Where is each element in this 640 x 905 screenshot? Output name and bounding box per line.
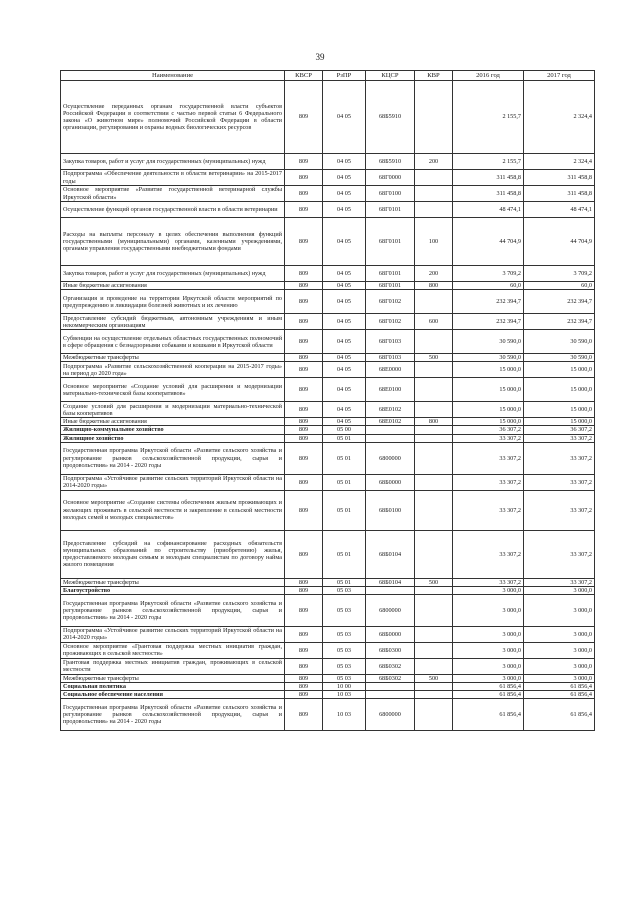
cell-kvr [415, 202, 453, 218]
cell-2016: 3 000,0 [453, 586, 524, 594]
cell-kcsr [366, 426, 415, 434]
cell-rzpr: 04 05 [323, 81, 366, 154]
cell-name: Подпрограмма «Устойчивое развитие сельских территорий Иркутской области на 2014-2020 годы» [61, 626, 285, 642]
cell-2017: 44 704,9 [524, 218, 595, 266]
cell-2016: 33 307,2 [453, 442, 524, 474]
cell-2016: 232 394,7 [453, 314, 524, 330]
cell-kvr: 800 [415, 418, 453, 426]
cell-kvsr: 809 [285, 474, 323, 490]
table-row [61, 490, 595, 530]
cell-rzpr: 04 05 [323, 402, 366, 418]
cell-kcsr: 68Е0102 [366, 418, 415, 426]
cell-kvr: 800 [415, 282, 453, 290]
cell-name: Закупка товаров, работ и услуг для государственных (муниципальных) нужд [61, 154, 285, 170]
cell-kvsr: 809 [285, 530, 323, 578]
cell-name: Жилищное хозяйство [61, 434, 285, 442]
cell-2017: 311 458,8 [524, 186, 595, 202]
cell-kvr: 500 [415, 354, 453, 362]
cell-rzpr: 04 05 [323, 202, 366, 218]
cell-kvr [415, 402, 453, 418]
cell-kvsr: 809 [285, 290, 323, 314]
cell-2016: 44 704,9 [453, 218, 524, 266]
cell-rzpr: 04 05 [323, 330, 366, 354]
cell-kcsr: 68Е0102 [366, 402, 415, 418]
cell-name: Осуществление функций органов государственной власти в области ветеринарии [61, 202, 285, 218]
cell-rzpr: 05 03 [323, 626, 366, 642]
table-row [61, 402, 595, 418]
cell-kvr [415, 474, 453, 490]
cell-2017: 3 709,2 [524, 266, 595, 282]
cell-name: Государственная программа Иркутской области «Развитие сельского хозяйства и регулирование рынков сельскохозяйственной продукции, сырья и продовольствия» на 2014 - 2020 годы [61, 594, 285, 626]
cell-rzpr: 04 05 [323, 354, 366, 362]
cell-name: Подпрограмма «Устойчивое развитие сельских территорий Иркутской области на 2014-2020 годы» [61, 474, 285, 490]
cell-2017: 61 856,4 [524, 683, 595, 691]
cell-kcsr: 68Г0102 [366, 290, 415, 314]
table-row [61, 186, 595, 202]
cell-name: Социальное обеспечение населения [61, 691, 285, 699]
cell-name: Закупка товаров, работ и услуг для государственных (муниципальных) нужд [61, 266, 285, 282]
cell-name: Иные бюджетные ассигнования [61, 418, 285, 426]
cell-2016: 3 000,0 [453, 594, 524, 626]
cell-2017: 61 856,4 [524, 691, 595, 699]
cell-name: Создание условий для расширения и модернизации материально-технической базы кооперативов [61, 402, 285, 418]
table-row [61, 202, 595, 218]
cell-kvr: 200 [415, 154, 453, 170]
cell-2017: 2 324,4 [524, 81, 595, 154]
cell-kvr: 100 [415, 218, 453, 266]
cell-rzpr: 10 03 [323, 691, 366, 699]
cell-kcsr [366, 683, 415, 691]
cell-kcsr [366, 586, 415, 594]
cell-kvr [415, 683, 453, 691]
cell-kcsr: 68Б0300 [366, 642, 415, 658]
cell-kvr [415, 530, 453, 578]
cell-kvsr: 809 [285, 674, 323, 682]
cell-rzpr: 05 01 [323, 530, 366, 578]
cell-kcsr: 68Б0104 [366, 530, 415, 578]
cell-kvsr: 809 [285, 314, 323, 330]
cell-kcsr: 68Г0103 [366, 330, 415, 354]
table-row [61, 474, 595, 490]
cell-2017: 15 000,0 [524, 402, 595, 418]
cell-2016: 3 000,0 [453, 626, 524, 642]
cell-kvr [415, 378, 453, 402]
cell-name: Иные бюджетные ассигнования [61, 282, 285, 290]
cell-name: Социальная политика [61, 683, 285, 691]
cell-rzpr: 05 03 [323, 586, 366, 594]
cell-2016: 15 000,0 [453, 418, 524, 426]
cell-kvr [415, 290, 453, 314]
cell-kvr [415, 490, 453, 530]
table-row [61, 586, 595, 594]
table-row [61, 218, 595, 266]
cell-2017: 33 307,2 [524, 442, 595, 474]
cell-kvr [415, 642, 453, 658]
cell-2017: 2 324,4 [524, 154, 595, 170]
cell-2016: 61 856,4 [453, 691, 524, 699]
cell-2017: 30 590,0 [524, 354, 595, 362]
table-row [61, 426, 595, 434]
table-body [61, 81, 595, 731]
cell-kvr [415, 442, 453, 474]
cell-2016: 33 307,2 [453, 490, 524, 530]
cell-name: Предоставление субсидий на софинансирование расходных обязательств муниципальных образований по строительству (приобретению) жилья, предоставляемого молодым семьям и молодым специалистам по договору найма жилого помещения [61, 530, 285, 578]
cell-kcsr: 68Б0000 [366, 474, 415, 490]
cell-rzpr: 05 01 [323, 442, 366, 474]
cell-rzpr: 04 05 [323, 186, 366, 202]
cell-kvr [415, 586, 453, 594]
table-header-row [61, 71, 595, 81]
cell-name: Подпрограмма «Обеспечение деятельности в области ветеринарии» на 2015-2017 годы [61, 170, 285, 186]
cell-kcsr [366, 434, 415, 442]
cell-kvr [415, 170, 453, 186]
cell-kvsr: 809 [285, 282, 323, 290]
cell-rzpr: 05 01 [323, 434, 366, 442]
cell-kcsr: 6800000 [366, 442, 415, 474]
cell-2017: 48 474,1 [524, 202, 595, 218]
cell-2017: 33 307,2 [524, 490, 595, 530]
cell-rzpr: 10 03 [323, 699, 366, 731]
cell-rzpr: 04 05 [323, 218, 366, 266]
cell-kvsr: 809 [285, 81, 323, 154]
cell-kvr [415, 434, 453, 442]
cell-kcsr [366, 691, 415, 699]
cell-2017: 3 000,0 [524, 586, 595, 594]
cell-name: Осуществление переданных органам государственной власти субъектов Российской Федерации в соответствии с частью первой статьи 6 Федерального закона «О животном мире» полномочий Российской Федерации в области организации, регулирования и охраны водных биологических ресурсов [61, 81, 285, 154]
cell-2017: 15 000,0 [524, 418, 595, 426]
cell-kvsr: 809 [285, 490, 323, 530]
table-row [61, 594, 595, 626]
cell-rzpr: 04 05 [323, 170, 366, 186]
table-row [61, 658, 595, 674]
cell-kvsr: 809 [285, 434, 323, 442]
cell-name: Предоставление субсидий бюджетным, автономным учреждениям и иным некоммерческим организациям [61, 314, 285, 330]
cell-rzpr: 05 03 [323, 594, 366, 626]
header-name: Наименование [61, 71, 285, 81]
cell-kvr [415, 426, 453, 434]
cell-rzpr: 05 03 [323, 674, 366, 682]
cell-2016: 3 000,0 [453, 658, 524, 674]
table-row [61, 330, 595, 354]
cell-2017: 61 856,4 [524, 699, 595, 731]
cell-name: Грантовая поддержка местных инициатив граждан, проживающих в сельской местности [61, 658, 285, 674]
cell-2017: 33 307,2 [524, 474, 595, 490]
cell-name: Основное мероприятие «Создание условий для расширения и модернизации материально-технической базы кооперативов» [61, 378, 285, 402]
cell-kcsr: 68Г0101 [366, 202, 415, 218]
cell-rzpr: 04 05 [323, 418, 366, 426]
cell-2016: 36 307,2 [453, 426, 524, 434]
cell-2017: 3 000,0 [524, 674, 595, 682]
cell-rzpr: 05 03 [323, 658, 366, 674]
cell-kvr [415, 691, 453, 699]
cell-kvr: 500 [415, 578, 453, 586]
cell-kvsr: 809 [285, 594, 323, 626]
cell-kcsr: 68Г0103 [366, 354, 415, 362]
cell-kvsr: 809 [285, 658, 323, 674]
cell-kvr [415, 330, 453, 354]
cell-kvr [415, 81, 453, 154]
cell-rzpr: 10 00 [323, 683, 366, 691]
cell-kvsr: 809 [285, 402, 323, 418]
cell-rzpr: 05 00 [323, 426, 366, 434]
table-row [61, 683, 595, 691]
cell-2016: 3 000,0 [453, 642, 524, 658]
cell-name: Благоустройство [61, 586, 285, 594]
cell-rzpr: 05 03 [323, 642, 366, 658]
cell-kvsr: 809 [285, 330, 323, 354]
cell-kvsr: 809 [285, 683, 323, 691]
cell-kcsr: 6800000 [366, 699, 415, 731]
cell-kvr: 600 [415, 314, 453, 330]
cell-name: Расходы на выплаты персоналу в целях обеспечения выполнения функций государственными (муниципальными) органами, казенными учреждениями, органами управления государственными внебюджетными фондами [61, 218, 285, 266]
cell-kvsr: 809 [285, 202, 323, 218]
cell-kcsr: 68Г0101 [366, 218, 415, 266]
cell-rzpr: 04 05 [323, 266, 366, 282]
header-kcsr: КЦСР [366, 71, 415, 81]
cell-2016: 3 000,0 [453, 674, 524, 682]
cell-kvr: 500 [415, 674, 453, 682]
cell-rzpr: 05 01 [323, 474, 366, 490]
cell-kcsr: 68Б0100 [366, 490, 415, 530]
header-kvsr: КВСР [285, 71, 323, 81]
cell-name: Основное мероприятие «Развитие государственной ветеринарной службы Иркутской области» [61, 186, 285, 202]
cell-kvr [415, 658, 453, 674]
cell-kvr: 200 [415, 266, 453, 282]
cell-kvsr: 809 [285, 154, 323, 170]
cell-kvsr: 809 [285, 378, 323, 402]
cell-rzpr: 04 05 [323, 154, 366, 170]
cell-2017: 36 307,2 [524, 426, 595, 434]
table-row [61, 290, 595, 314]
cell-2017: 3 000,0 [524, 626, 595, 642]
cell-rzpr: 04 05 [323, 362, 366, 378]
cell-kvsr: 809 [285, 626, 323, 642]
cell-2017: 3 000,0 [524, 642, 595, 658]
cell-2016: 61 856,4 [453, 699, 524, 731]
cell-2017: 33 307,2 [524, 434, 595, 442]
cell-2017: 311 458,8 [524, 170, 595, 186]
cell-kcsr: 68Г0101 [366, 266, 415, 282]
table-row [61, 578, 595, 586]
cell-kvsr: 809 [285, 266, 323, 282]
page-number: 39 [315, 52, 325, 62]
cell-kcsr: 68Б0000 [366, 626, 415, 642]
cell-2016: 33 307,2 [453, 474, 524, 490]
cell-kcsr: 68Б0302 [366, 658, 415, 674]
cell-2017: 3 000,0 [524, 658, 595, 674]
table-row [61, 362, 595, 378]
cell-kvsr: 809 [285, 218, 323, 266]
cell-name: Межбюджетные трансферты [61, 578, 285, 586]
cell-kvsr: 809 [285, 586, 323, 594]
cell-2016: 30 590,0 [453, 330, 524, 354]
cell-name: Государственная программа Иркутской области «Развитие сельского хозяйства и регулирование рынков сельскохозяйственной продукции, сырья и продовольствия» на 2014 - 2020 годы [61, 442, 285, 474]
table-row [61, 170, 595, 186]
cell-2016: 15 000,0 [453, 378, 524, 402]
cell-name: Организация и проведение на территории Иркутской области мероприятий по предупреждению и ликвидации болезней животных и их лечению [61, 290, 285, 314]
cell-2016: 311 458,8 [453, 170, 524, 186]
table-row [61, 314, 595, 330]
cell-kvsr: 809 [285, 418, 323, 426]
cell-2016: 232 394,7 [453, 290, 524, 314]
cell-2016: 15 000,0 [453, 362, 524, 378]
cell-name: Жилищно-коммунальное хозяйство [61, 426, 285, 434]
cell-rzpr: 04 05 [323, 282, 366, 290]
cell-rzpr: 05 01 [323, 490, 366, 530]
cell-kcsr: 68Г0101 [366, 282, 415, 290]
cell-name: Подпрограмма «Развитие сельскохозяйственной кооперации на 2015-2017 годы» на период до 2020 года» [61, 362, 285, 378]
table-row [61, 674, 595, 682]
cell-kvsr: 809 [285, 426, 323, 434]
cell-kcsr: 68Б5910 [366, 81, 415, 154]
cell-2017: 15 000,0 [524, 362, 595, 378]
cell-kvsr: 809 [285, 354, 323, 362]
cell-kcsr: 68Г0000 [366, 170, 415, 186]
cell-kcsr: 6800000 [366, 594, 415, 626]
cell-name: Основное мероприятие «Создание системы обеспечения жильем проживающих и желающих проживать в сельской местности и закрепление в сельской местности молодых семей и молодых специалистов» [61, 490, 285, 530]
cell-2017: 30 590,0 [524, 330, 595, 354]
cell-kvr [415, 362, 453, 378]
cell-name: Межбюджетные трансферты [61, 354, 285, 362]
cell-rzpr: 04 05 [323, 290, 366, 314]
cell-kvsr: 809 [285, 170, 323, 186]
cell-2016: 33 307,2 [453, 530, 524, 578]
cell-kvsr: 809 [285, 691, 323, 699]
cell-2016: 61 856,4 [453, 683, 524, 691]
cell-2016: 48 474,1 [453, 202, 524, 218]
cell-kcsr: 68Е0100 [366, 378, 415, 402]
cell-name: Основное мероприятие «Грантовая поддержка местных инициатив граждан, проживающих в сельской местности» [61, 642, 285, 658]
cell-kvsr: 809 [285, 186, 323, 202]
cell-2017: 33 307,2 [524, 530, 595, 578]
table-row [61, 378, 595, 402]
table-row [61, 626, 595, 642]
cell-2017: 3 000,0 [524, 594, 595, 626]
cell-rzpr: 04 05 [323, 314, 366, 330]
table-row [61, 442, 595, 474]
header-2016: 2016 год [453, 71, 524, 81]
cell-kcsr: 68Г0102 [366, 314, 415, 330]
cell-2016: 311 458,8 [453, 186, 524, 202]
budget-table [60, 70, 595, 731]
table-row [61, 418, 595, 426]
cell-name: Государственная программа Иркутской области «Развитие сельского хозяйства и регулирование рынков сельскохозяйственной продукции, сырья и продовольствия» на 2014 - 2020 годы [61, 699, 285, 731]
cell-2017: 15 000,0 [524, 378, 595, 402]
cell-kvr [415, 186, 453, 202]
table-row [61, 530, 595, 578]
table-row [61, 691, 595, 699]
cell-kvsr: 809 [285, 642, 323, 658]
cell-2016: 33 307,2 [453, 434, 524, 442]
table-row [61, 642, 595, 658]
cell-kvsr: 809 [285, 578, 323, 586]
header-rzpr: РзПР [323, 71, 366, 81]
cell-kvr [415, 594, 453, 626]
cell-kvr [415, 699, 453, 731]
cell-2016: 30 590,0 [453, 354, 524, 362]
cell-name: Субвенции на осуществление отдельных областных государственных полномочий в сфере обращения с безнадзорными собаками и кошками в Иркутской области [61, 330, 285, 354]
cell-2016: 2 155,7 [453, 154, 524, 170]
cell-kcsr: 68Б0104 [366, 578, 415, 586]
cell-rzpr: 05 01 [323, 578, 366, 586]
table-row [61, 699, 595, 731]
table-row [61, 266, 595, 282]
cell-rzpr: 04 05 [323, 378, 366, 402]
header-kvr: КВР [415, 71, 453, 81]
table-row [61, 154, 595, 170]
cell-2016: 3 709,2 [453, 266, 524, 282]
cell-2016: 15 000,0 [453, 402, 524, 418]
cell-2016: 33 307,2 [453, 578, 524, 586]
table-row [61, 81, 595, 154]
cell-kcsr: 68Б0302 [366, 674, 415, 682]
cell-2017: 232 394,7 [524, 314, 595, 330]
cell-kcsr: 68Г0100 [366, 186, 415, 202]
cell-2017: 33 307,2 [524, 578, 595, 586]
cell-2017: 232 394,7 [524, 290, 595, 314]
table-row [61, 354, 595, 362]
cell-kvsr: 809 [285, 362, 323, 378]
table-row [61, 282, 595, 290]
cell-kvr [415, 626, 453, 642]
cell-2016: 2 155,7 [453, 81, 524, 154]
cell-kcsr: 68Е0000 [366, 362, 415, 378]
cell-2016: 60,0 [453, 282, 524, 290]
cell-kvsr: 809 [285, 442, 323, 474]
cell-name: Межбюджетные трансферты [61, 674, 285, 682]
cell-kvsr: 809 [285, 699, 323, 731]
header-2017: 2017 год [524, 71, 595, 81]
cell-kcsr: 68Б5910 [366, 154, 415, 170]
table-row [61, 434, 595, 442]
cell-2017: 60,0 [524, 282, 595, 290]
